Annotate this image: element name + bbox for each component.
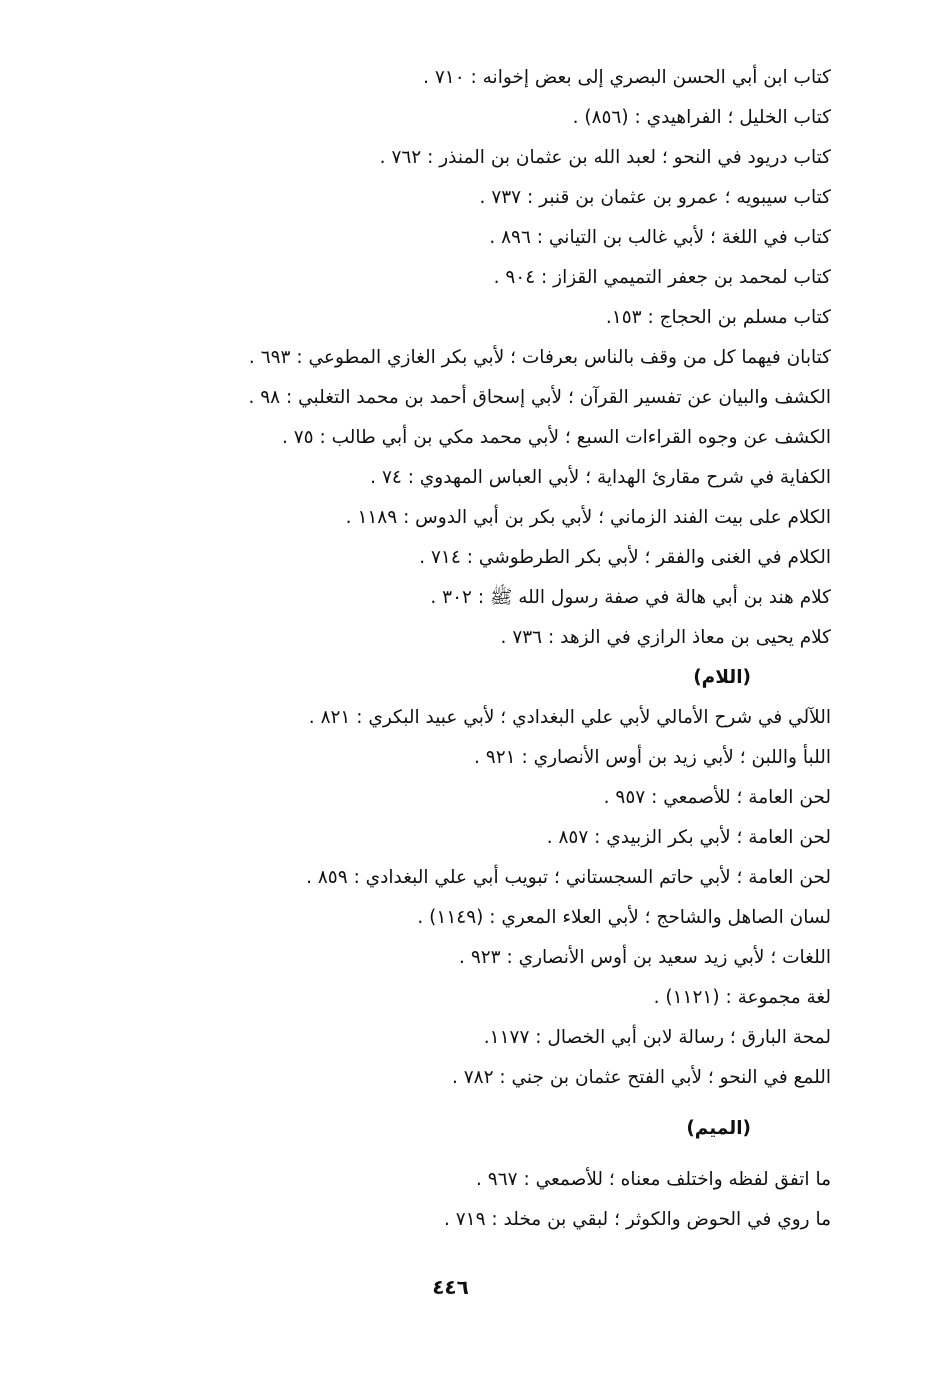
- index-entry: اللآلي في شرح الأمالي لأبي علي البغدادي ؛ لأبي عبيد البكري : ٨٢١ .: [308, 707, 831, 728]
- index-entry: لحن العامة ؛ للأصمعي : ٩٥٧ .: [603, 787, 831, 808]
- section-heading-lam: (اللام): [693, 667, 751, 688]
- index-entry: كتاب سيبويه ؛ عمرو بن عثمان بن قنبر : ٧٣٧ .: [479, 187, 831, 208]
- index-entry: كتاب لمحمد بن جعفر التميمي القزاز : ٩٠٤ .: [493, 267, 831, 288]
- index-entry: الكلام في الغنى والفقر ؛ لأبي بكر الطرطوشي : ٧١٤ .: [419, 547, 831, 568]
- page-number: ٤٤٦: [432, 1275, 469, 1299]
- index-entry: كتاب في اللغة ؛ لأبي غالب بن التياني : ٨٩٦ .: [489, 227, 831, 248]
- index-entry: الكلام على بيت الفند الزماني ؛ لأبي بكر بن أبي الدوس : ١١٨٩ .: [345, 507, 831, 528]
- index-entry: لحن العامة ؛ لأبي بكر الزبيدي : ٨٥٧ .: [546, 827, 831, 848]
- index-entry: الكفاية في شرح مقارئ الهداية ؛ لأبي العباس المهدوي : ٧٤ .: [370, 467, 831, 488]
- index-entry: اللبأ واللبن ؛ لأبي زيد بن أوس الأنصاري : ٩٢١ .: [474, 747, 831, 768]
- index-entry-list: [71, 58, 831, 1240]
- index-entry: الكشف والبيان عن تفسير القرآن ؛ لأبي إسحاق أحمد بن محمد التغلبي : ٩٨ .: [248, 387, 831, 408]
- index-entry: كتاب ابن أبي الحسن البصري إلى بعض إخوانه : ٧١٠ .: [423, 67, 831, 88]
- index-entry: لحن العامة ؛ لأبي حاتم السجستاني ؛ تبويب أبي علي البغدادي : ٨٥٩ .: [306, 867, 831, 888]
- index-entry: ما روي في الحوض والكوثر ؛ لبقي بن مخلد : ٧١٩ .: [443, 1209, 831, 1230]
- index-entry: كلام هند بن أبي هالة في صفة رسول الله ﷺ : ٣٠٢ .: [430, 587, 831, 608]
- index-entry: الكشف عن وجوه القراءات السبع ؛ لأبي محمد مكي بن أبي طالب : ٧٥ .: [281, 427, 831, 448]
- index-entry: كتاب دريود في النحو ؛ لعبد الله بن عثمان بن المنذر : ٧٦٢ .: [379, 147, 831, 168]
- index-entry: اللغات ؛ لأبي زيد سعيد بن أوس الأنصاري : ٩٢٣ .: [459, 947, 831, 968]
- index-entry: اللمع في النحو ؛ لأبي الفتح عثمان بن جني : ٧٨٢ .: [451, 1067, 831, 1088]
- section-heading-mim: (الميم): [686, 1118, 751, 1139]
- index-entry: لغة مجموعة : (١١٢١) .: [653, 987, 831, 1008]
- index-entry: كلام يحيى بن معاذ الرازي في الزهد : ٧٣٦ .: [500, 627, 831, 648]
- index-entry: كتاب الخليل ؛ الفراهيدي : (٨٥٦) .: [572, 107, 831, 128]
- index-entry: لسان الصاهل والشاحج ؛ لأبي العلاء المعري : (١١٤٩) .: [417, 907, 831, 928]
- index-entry: ما اتفق لفظه واختلف معناه ؛ للأصمعي : ٩٦٧ .: [476, 1169, 831, 1190]
- index-entry: لمحة البارق ؛ رسالة لابن أبي الخصال : ١١٧٧.: [483, 1027, 831, 1048]
- index-entry: كتابان فيهما كل من وقف بالناس بعرفات ؛ لأبي بكر الغازي المطوعي : ٦٩٣ .: [248, 347, 831, 368]
- index-entry: كتاب مسلم بن الحجاج : ١٥٣.: [605, 307, 831, 328]
